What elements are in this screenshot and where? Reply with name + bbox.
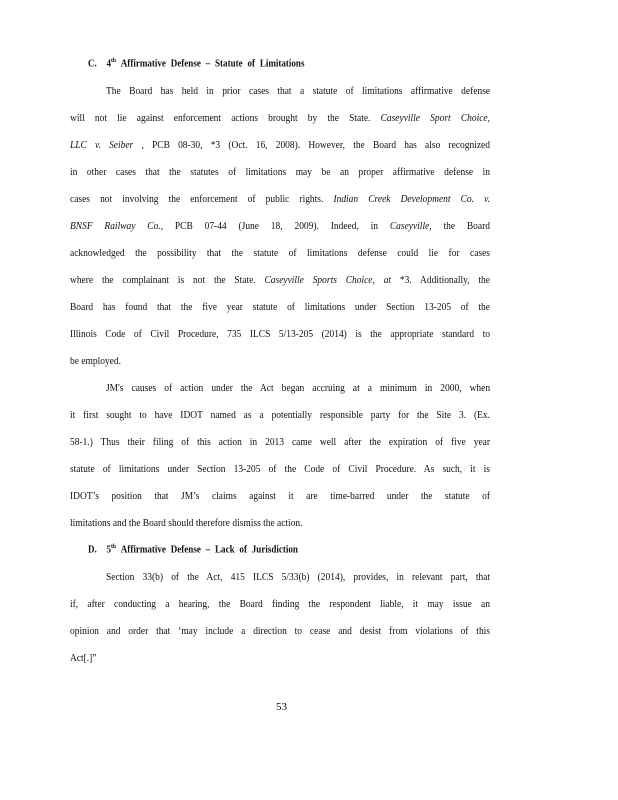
body-line: opinion and order that ‘may include a direction to cease and desist from violations of this [70,625,490,637]
body-line: will not lie against enforcement actions brought by the State. Caseyville Sport Choice, [70,112,490,124]
section-heading-d: D. 5th Affirmative Defense – Lack of Jurisdiction [88,543,298,556]
body-line: limitations and the Board should therefore dismiss the action. [70,517,303,529]
section-heading-c: C. 4th Affirmative Defense – Statute of Limitations [88,57,305,70]
body-line: cases not involving the enforcement of public rights. Indian Creek Development Co. v. [70,193,490,205]
body-line: IDOT’s position that JM’s claims against it are time-barred under the statute of [70,490,490,502]
body-line: Section 33(b) of the Act, 415 ILCS 5/33(b) (2014), provides, in relevant part, that [106,571,491,583]
body-line: Board has found that the five year statute of limitations under Section 13-205 of the [70,301,490,313]
body-line: if, after conducting a hearing, the Board finding the respondent liable, it may issue an [70,598,490,610]
body-line: in other cases that the statutes of limitations may be an proper affirmative defense in [70,166,490,178]
body-line: acknowledged the possibility that the statute of limitations defense could lie for cases [70,247,490,259]
body-line: 58-1.) Thus their filing of this action in 2013 came well after the expiration of five year [70,436,490,448]
body-line: Act[.]” [70,652,97,664]
body-line: be employed. [70,355,121,367]
body-line: LLC v. Seiber , PCB 08-30, *3 (Oct. 16, 2008). However, the Board has also recognized [70,139,490,151]
body-line: JM's causes of action under the Act began accruing at a minimum in 2000, when [106,382,491,394]
body-line: it first sought to have IDOT named as a potentially responsible party for the Site 3. (Ex. [70,409,490,421]
body-line: Illinois Code of Civil Procedure, 735 ILCS 5/13-205 (2014) is the appropriate standard to [70,328,490,340]
body-line: BNSF Railway Co., PCB 07-44 (June 18, 2009). Indeed, in Caseyville, the Board [70,220,490,232]
body-line: where the complainant is not the State. Caseyville Sports Choice, at *3. Additionally, the [70,274,490,286]
body-line: The Board has held in prior cases that a statute of limitations affirmative defense [106,85,491,97]
page-number: 53 [276,701,287,713]
body-line: statute of limitations under Section 13-205 of the Code of Civil Procedure. As such, it is [70,463,490,475]
